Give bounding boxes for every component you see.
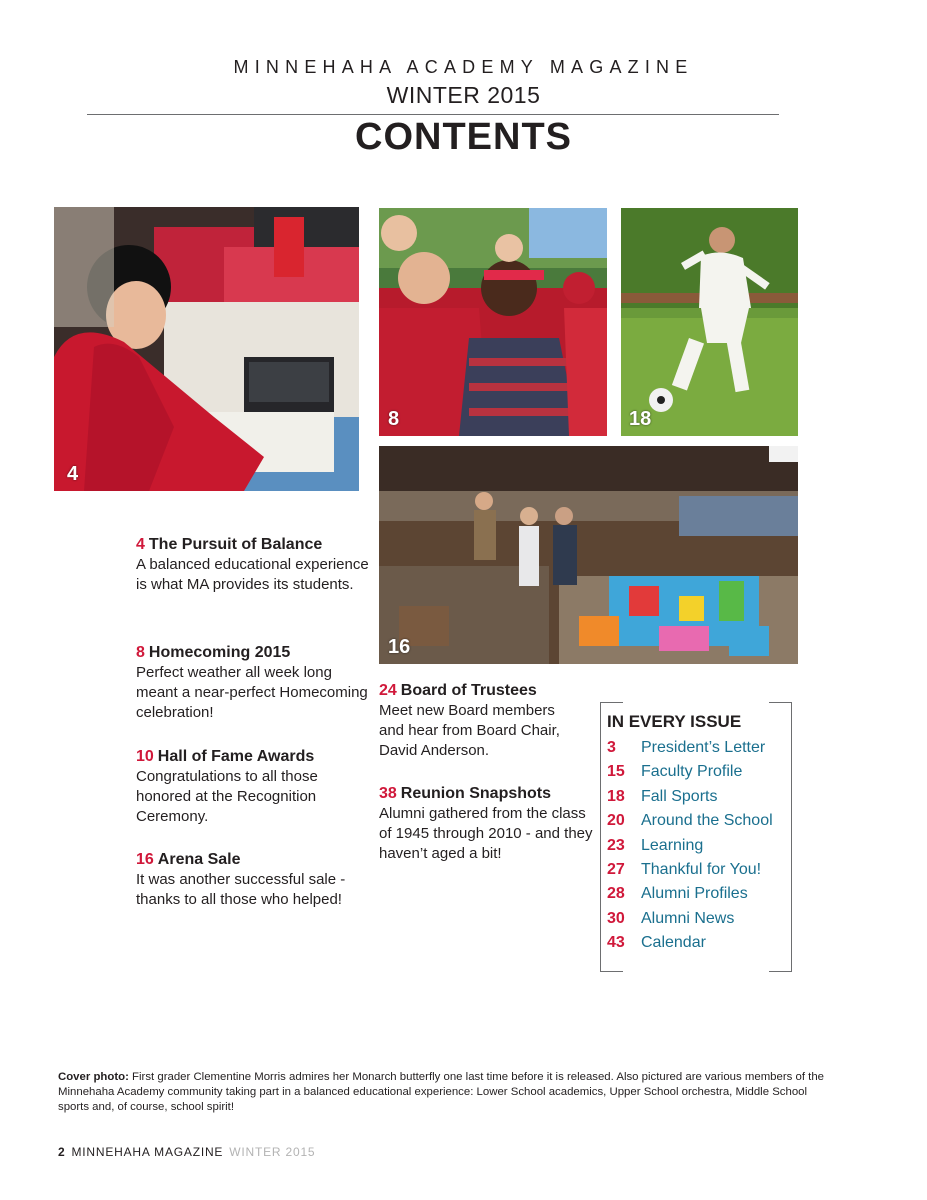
footer-page-number: 2 [58,1145,66,1159]
item-page-number: 3 [607,739,616,756]
item-page-number: 43 [607,934,625,952]
footer-magazine: MINNEHAHA MAGAZINE [71,1145,224,1159]
photo-page-number: 4 [67,463,79,485]
list-item[interactable] [607,736,773,760]
list-item[interactable] [607,931,773,955]
article-title: Hall of Fame Awards [157,748,315,765]
item-page-number: 23 [607,836,625,854]
every-issue-title: IN EVERY ISSUE [607,712,742,731]
header-divider [87,114,779,115]
item-label: Alumni News [641,909,735,927]
item-label: Learning [641,836,704,854]
photo-page-number: 16 [388,636,411,658]
cover-photo-caption [58,1070,828,1115]
article-title: Homecoming 2015 [148,644,291,661]
article-page-number: 10 [136,748,154,765]
item-label: Alumni Profiles [641,885,748,903]
item-page-number: 30 [607,909,625,927]
item-page-number: 15 [607,763,625,781]
article-title: Board of Trustees [400,682,537,699]
article-page-number: 4 [136,536,145,553]
item-page-number: 28 [607,885,625,903]
cover-photo-text: First grader Clementine Morris admires her Monarch butterfly one last time before it is released. Also pictured are various members of the Minnehaha Academy community taking part in a balanced educational experience: Lower School academics, Upper School orchestra, Middle School sports and, of course, school spirit! [58,1071,824,1113]
article-page-number: 24 [379,682,397,699]
article-description: A balanced educational experience is what MA provides its students. [136,556,369,593]
photo-page-number: 8 [388,408,400,430]
article-page-number: 8 [136,644,145,661]
article-title: Arena Sale [157,851,241,868]
arena-sale-photo [379,446,798,664]
list-item[interactable] [607,858,773,882]
issue-label: WINTER 2015 [386,82,541,108]
list-item[interactable] [607,907,773,931]
article-page-number: 16 [136,851,154,868]
article-description: Perfect weather all week long meant a near-perfect Homecoming celebration! [136,664,368,721]
article-description: It was another successful sale - thanks to all those who helped! [136,871,346,908]
item-page-number: 27 [607,860,625,878]
footer-season: WINTER 2015 [229,1145,316,1159]
item-label: President’s Letter [641,739,766,756]
article-title: The Pursuit of Balance [148,536,323,553]
cover-photo-label: Cover photo: [58,1071,129,1083]
photo-page-number: 18 [629,408,652,430]
magazine-name: MINNEHAHA ACADEMY MAGAZINE [233,57,694,77]
article-entry[interactable] [379,681,574,761]
article-entry[interactable] [136,747,376,827]
article-entry[interactable] [379,784,599,864]
article-title: Reunion Snapshots [400,785,552,802]
list-item[interactable] [607,809,773,833]
list-item[interactable] [607,785,773,809]
page-title: CONTENTS [355,116,572,158]
item-label: Calendar [641,934,706,952]
article-description: Meet new Board members and hear from Board Chair, David Anderson. [379,702,560,759]
article-entry[interactable] [136,535,376,595]
page-footer [58,1145,315,1159]
article-page-number: 38 [379,785,397,802]
item-page-number: 20 [607,812,625,830]
list-item[interactable] [607,834,773,858]
item-label: Faculty Profile [641,763,743,781]
article-description: Alumni gathered from the class of 1945 through 2010 - and they haven’t aged a bit! [379,805,593,862]
student-at-desk-photo [54,207,359,491]
article-entry[interactable] [136,850,376,910]
every-issue-box [600,702,792,972]
every-issue-list [607,736,773,956]
homecoming-crowd-photo [379,208,607,436]
soccer-player-photo [621,208,798,436]
item-label: Fall Sports [641,787,718,805]
item-label: Thankful for You! [641,860,762,878]
list-item[interactable] [607,760,773,784]
list-item[interactable] [607,882,773,906]
item-page-number: 18 [607,787,625,805]
item-label: Around the School [641,812,773,830]
article-entry[interactable] [136,643,376,723]
article-description: Congratulations to all those honored at the Recognition Ceremony. [136,768,318,825]
